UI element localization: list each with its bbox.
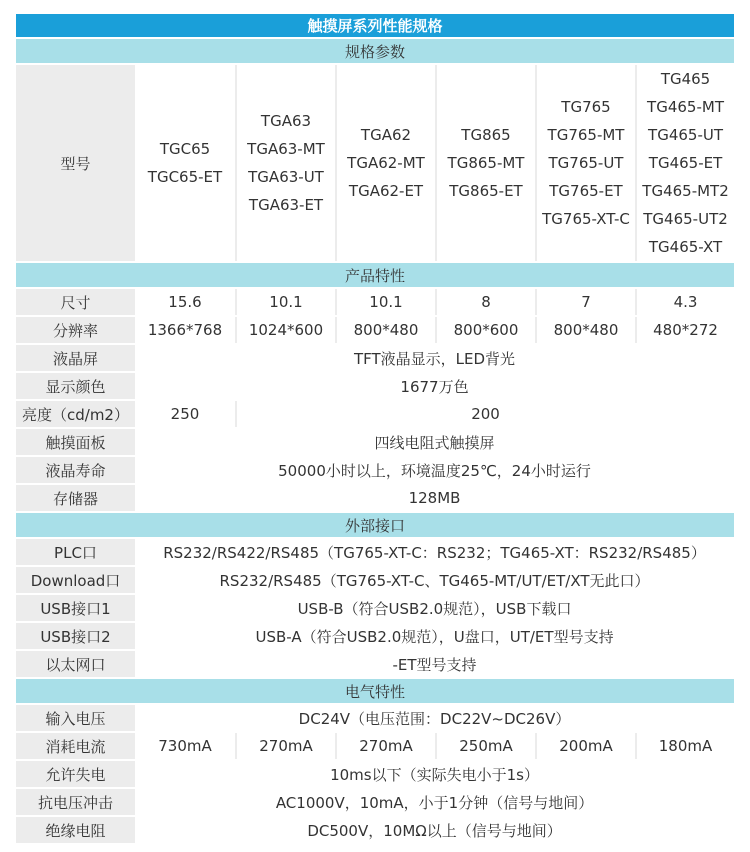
model-name: TG465-MT [647,98,724,116]
row-current [16,733,734,759]
row-label: 尺寸 [16,289,135,315]
model-column-1 [135,65,235,261]
row-lifetime [16,457,734,483]
resolution-value: 800*480 [535,317,635,343]
row-label: USB接口1 [16,595,135,621]
row-label: 允许失电 [16,761,135,787]
row-label: USB接口2 [16,623,135,649]
section-header-electrical [16,679,734,703]
model-name: TGA62-ET [348,182,424,200]
model-name: TG465-XT [648,238,723,256]
section-header-features [16,263,734,287]
model-name: TG465-MT2 [642,182,729,200]
row-insulation [16,817,734,843]
resolution-value: 480*272 [635,317,734,343]
model-name: TG865-MT [447,154,525,172]
row-label: 抗电压冲击 [16,789,135,815]
colors-value: 1677万色 [135,373,734,399]
size-value: 8 [435,289,535,315]
model-name: TG465 [660,70,711,88]
current-value: 730mA [135,733,235,759]
section-header-spec [16,39,734,63]
row-label: 显示颜色 [16,373,135,399]
model-name: TG865 [461,126,511,144]
model-name: TG765 [561,98,611,116]
storage-value: 128MB [135,485,734,511]
model-name: TGA63-MT [247,140,325,158]
surge-value: AC1000V，10mA，小于1分钟（信号与地间） [135,789,734,815]
model-name: TG465-UT2 [643,210,728,228]
model-column-6 [635,65,734,261]
usb1-value: USB-B（符合USB2.0规范），USB下载口 [135,595,734,621]
row-size [16,289,734,315]
model-name: TG465-ET [648,154,723,172]
lcd-value: TFT液晶显示，LED背光 [135,345,734,371]
model-column-3 [335,65,435,261]
brightness-value-rest: 200 [235,401,734,427]
row-resolution [16,317,734,343]
row-label: 液晶屏 [16,345,135,371]
size-value: 10.1 [335,289,435,315]
model-name: TG765-ET [549,182,623,200]
section-title-spec: 规格参数 [16,39,734,63]
model-name: TG765-XT-C [542,210,630,228]
title-row [16,14,734,37]
row-label: PLC口 [16,539,135,565]
model-name: TGA62 [360,126,412,144]
row-brightness [16,401,734,427]
row-usb1 [16,595,734,621]
input-voltage-value: DC24V（电压范围：DC22V~DC26V） [135,705,734,731]
row-label: 存储器 [16,485,135,511]
resolution-value: 800*600 [435,317,535,343]
current-value: 180mA [635,733,734,759]
model-name: TG465-UT [648,126,724,144]
row-usb2 [16,623,734,649]
row-label: 绝缘电阻 [16,817,135,843]
current-value: 270mA [335,733,435,759]
size-value: 7 [535,289,635,315]
size-value: 10.1 [235,289,335,315]
model-name: TG765-MT [547,126,625,144]
row-label: 亮度（cd/m2） [16,401,135,427]
resolution-value: 800*480 [335,317,435,343]
plc-value: RS232/RS422/RS485（TG765-XT-C：RS232；TG465-XT：RS232/RS485） [135,539,734,565]
download-value: RS232/RS485（TG765-XT-C、TG465-MT/UT/ET/XT无此口） [135,567,734,593]
row-ethernet [16,651,734,677]
resolution-value: 1366*768 [135,317,235,343]
size-value: 15.6 [135,289,235,315]
model-name: TGC65-ET [147,168,223,186]
lifetime-value: 50000小时以上，环境温度25℃，24小时运行 [135,457,734,483]
row-label: 输入电压 [16,705,135,731]
row-surge [16,789,734,815]
model-name: TGA62-MT [347,154,425,172]
section-title-interfaces: 外部接口 [16,513,734,537]
touch-value: 四线电阻式触摸屏 [135,429,734,455]
row-touch [16,429,734,455]
row-label: Download口 [16,567,135,593]
power-loss-value: 10ms以下（实际失电小于1s） [135,761,734,787]
brightness-value-first: 250 [135,401,235,427]
model-name: TG765-UT [548,154,624,172]
spec-table [16,12,734,845]
current-value: 270mA [235,733,335,759]
usb2-value: USB-A（符合USB2.0规范），U盘口，UT/ET型号支持 [135,623,734,649]
row-input-voltage [16,705,734,731]
row-download [16,567,734,593]
current-value: 250mA [435,733,535,759]
section-title-features: 产品特性 [16,263,734,287]
row-lcd [16,345,734,371]
model-column-5 [535,65,635,261]
model-name: TG865-ET [449,182,523,200]
model-name: TGA63 [260,112,312,130]
row-label: 分辨率 [16,317,135,343]
row-plc [16,539,734,565]
model-column-4 [435,65,535,261]
row-storage [16,485,734,511]
section-title-electrical: 电气特性 [16,679,734,703]
current-value: 200mA [535,733,635,759]
size-value: 4.3 [635,289,734,315]
ethernet-value: -ET型号支持 [135,651,734,677]
section-header-interfaces [16,513,734,537]
table-title: 触摸屏系列性能规格 [16,14,734,37]
model-row [16,65,734,261]
model-label: 型号 [16,65,135,261]
row-label: 触摸面板 [16,429,135,455]
row-label: 液晶寿命 [16,457,135,483]
row-power-loss [16,761,734,787]
row-label: 消耗电流 [16,733,135,759]
model-name: TGC65 [159,140,211,158]
model-column-2 [235,65,335,261]
resolution-value: 1024*600 [235,317,335,343]
model-name: TGA63-ET [248,196,324,214]
row-label: 以太网口 [16,651,135,677]
insulation-value: DC500V，10MΩ以上（信号与地间） [135,817,734,843]
model-name: TGA63-UT [248,168,324,186]
row-colors [16,373,734,399]
